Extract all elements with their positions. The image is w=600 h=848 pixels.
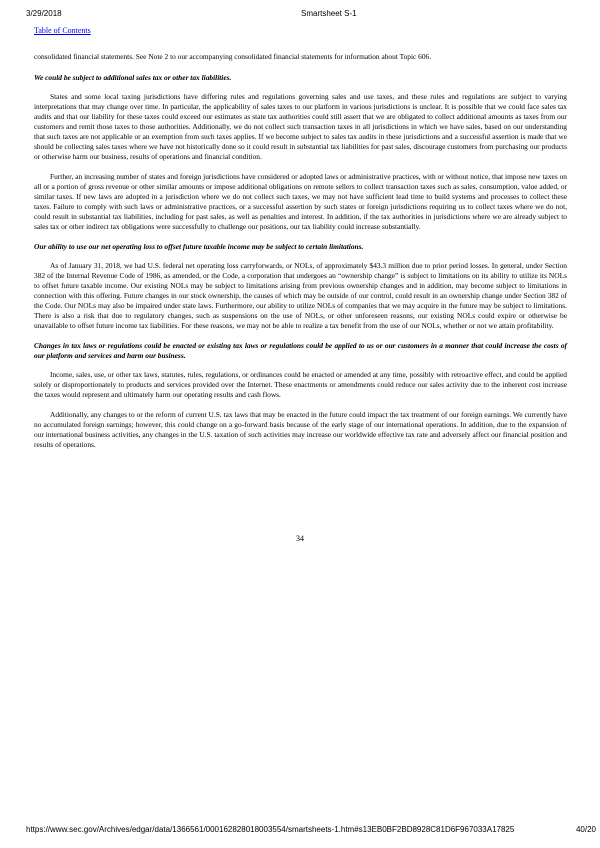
print-page-count: 40/20 [575, 825, 596, 834]
table-of-contents-link[interactable]: Table of Contents [34, 26, 91, 35]
paragraph: As of January 31, 2018, we had U.S. federal net operating loss carryforwards, or NOLs, of approximately $43.3 million due to prior period losses. In general, under Section 382 of the Internal Revenue Code of 1986, as amended, or the Code, a corporation that undergoes an “ownership change” is subject to limitations on its ability to utilize its NOLs to offset future taxable income. Our existing NOLs may be subject to limitations arising from previous ownership changes and in addition, may become subject to limitations in connection with this offering. Future changes in our stock ownership, the causes of which may be outside of our control, could result in an ownership change under Section 382 of the Code. Our NOLs may also be impaired under state laws. Furthermore, our ability to utilize NOLs of companies that we may acquire in the future may be subject to limitations. There is also a risk that due to regulatory changes, such as suspensions on the use of NOLs, or other unforeseen reasons, our existing NOLs could expire or otherwise be unavailable to offset future income tax liabilities. For these reasons, we may not be able to realize a tax benefit from the use of our NOLs, whether or not we attain profitability. [34, 261, 567, 330]
risk-section-sales-tax [34, 73, 567, 232]
print-document-title: Smartsheet S-1 [301, 9, 357, 18]
section-heading: Our ability to use our net operating loss to offset future taxable income may be subject to certain limitations. [34, 242, 364, 251]
paragraph: Additionally, any changes to or the reform of current U.S. tax laws that may be enacted in the future could impact the tax treatment of our foreign earnings. We currently have no accumulated foreign earnings; however, this could change on a go-forward basis because of the early stage of our international operations. In addition, due to the expansion of our international business activities, any changes in the U.S. taxation of such activities may increase our worldwide effective tax rate and adversely affect our financial position and results of operations. [34, 410, 567, 449]
print-header [26, 8, 600, 20]
print-footer [26, 824, 596, 836]
section-heading: Changes in tax laws or regulations could be enacted or existing tax laws or regulations could be applied to us or our customers in a manner that could increase the costs of our platform and services and harm our business. [34, 341, 567, 360]
paragraph: Income, sales, use, or other tax laws, statutes, rules, regulations, or ordinances could be enacted or amended at any time, possibly with retroactive effect, and could be applied solely or disproportionately to products and services provided over the Internet. These enactments or amendments could reduce our sales activity due to the inherent cost increase the taxes would represent and ultimately harm our operating results and cash flows. [34, 370, 567, 399]
document-body [34, 52, 567, 460]
continued-paragraph: consolidated financial statements. See Note 2 to our accompanying consolidated financial statements for information about Topic 606. [34, 52, 432, 61]
risk-section-net-operating-loss [34, 242, 567, 331]
print-date: 3/29/2018 [26, 9, 62, 18]
paragraph: States and some local taxing jurisdictions have differing rules and regulations governing sales and use taxes, and these rules and regulations are subject to varying interpretations that may change over time. In particular, the applicability of sales taxes to our platform in various jurisdictions is unclear. It is possible that we could face sales tax audits and that our liability for these taxes could exceed our estimates as state tax authorities could still assert that we are obligated to collect additional amounts as taxes from our customers and remit those taxes to those authorities. Additionally, we do not collect such transaction taxes in all jurisdictions in which we have sales, based on our understanding that such taxes are not applicable or an exemption from such taxes applies. If we become subject to sales tax audits in these jurisdictions and a successful assertion is made that we should be collecting sales taxes where we have not historically done so it could result in substantial tax liabilities for past sales, discourage customers from purchasing our products or otherwise harm our business, results of operations and financial condition. [34, 92, 567, 161]
page-number: 34 [296, 534, 304, 543]
paragraph: Further, an increasing number of states and foreign jurisdictions have considered or adopted laws or administrative practices, with or without notice, that impose new taxes on all or a portion of gross revenue or other similar amounts or impose additional obligations on remote sellers to collect transaction taxes such as sales, consumption, value added, or similar taxes. If new laws are adopted in a jurisdiction where we do not collect such taxes, we may not have sufficient lead time to build systems and processes to collect these taxes. Failure to comply with such laws or administrative practices, or a successful assertion by such states or foreign jurisdictions requiring us to collect taxes where we do not, could result in substantial tax liabilities, including for past sales, as well as penalties and interest. In addition, if the tax authorities in jurisdictions where we are already subject to sales tax or other indirect tax obligations were successfully to challenge our positions, our tax liability could increase substantially. [34, 172, 567, 231]
risk-section-tax-law-changes [34, 341, 567, 450]
section-heading: We could be subject to additional sales tax or other tax liabilities. [34, 73, 232, 82]
print-url: https://www.sec.gov/Archives/edgar/data/1366561/000162828018003554/smartsheets-1.htm#s13EB0BF2BD8928C81D6F967033A17825 [26, 825, 515, 834]
